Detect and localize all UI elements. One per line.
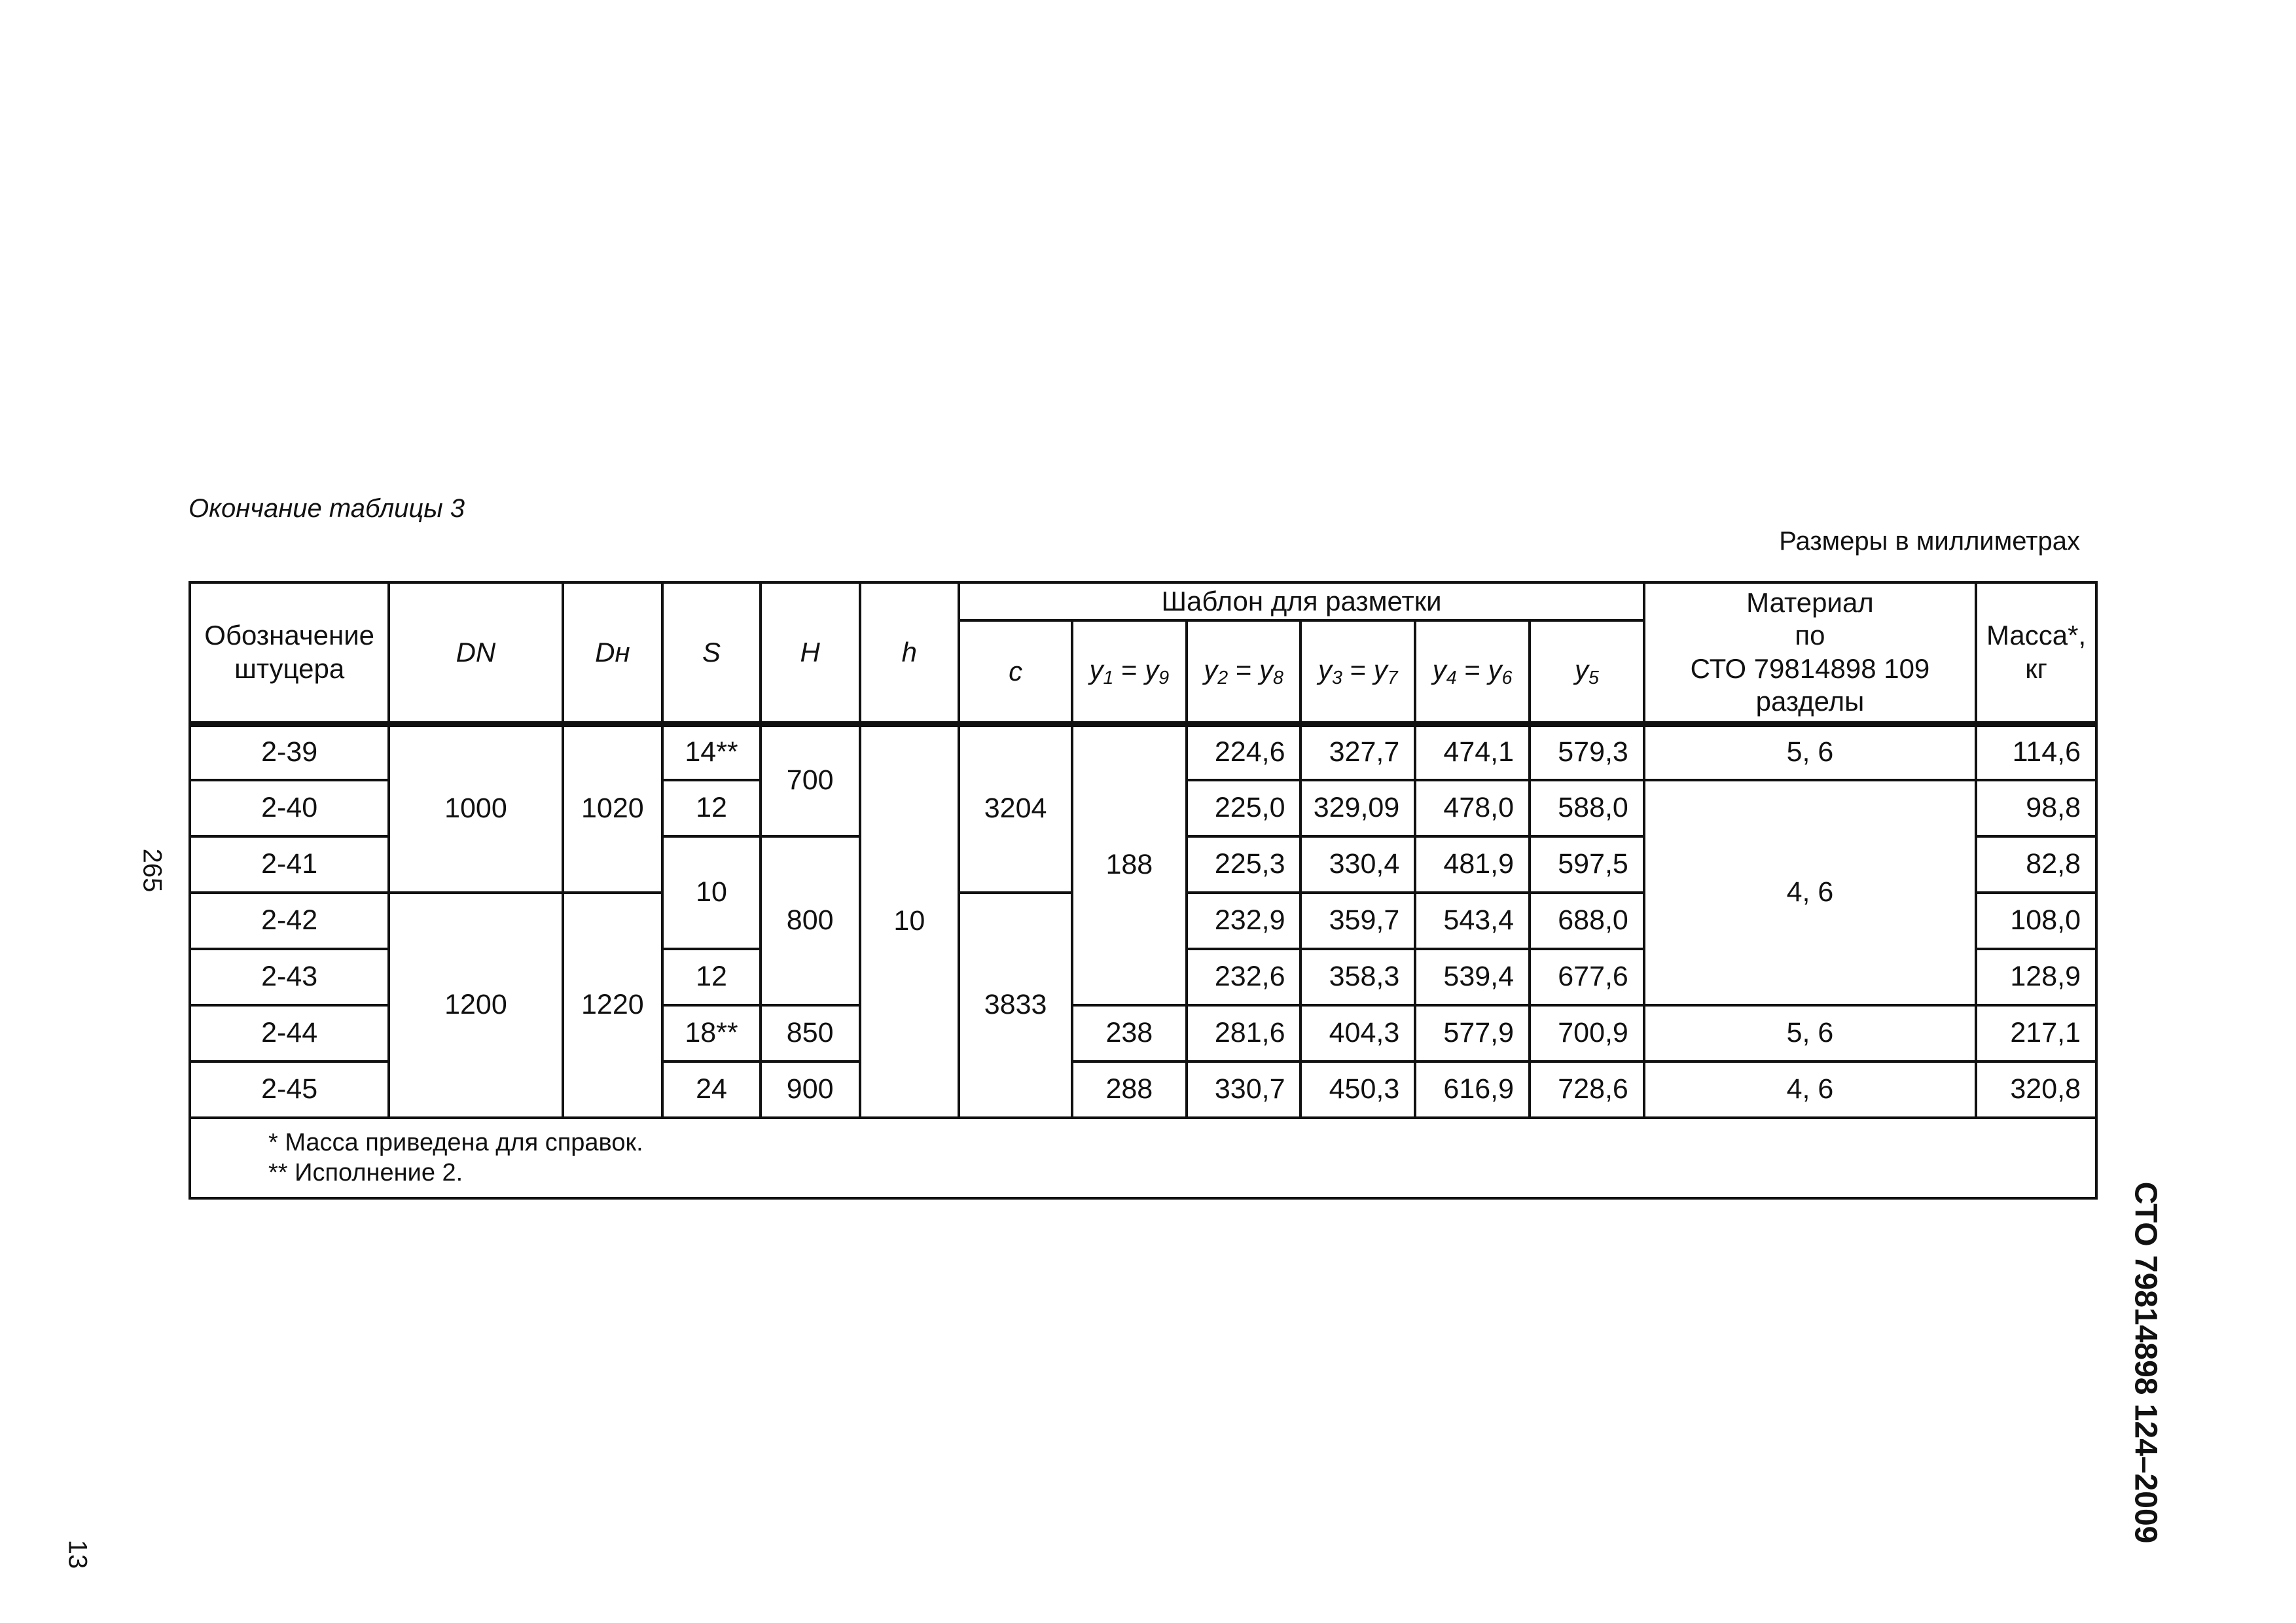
table-row bbox=[190, 724, 2096, 780]
cell-y2: 330,7 bbox=[1187, 1061, 1301, 1118]
note-mass: * Масса приведена для справок. bbox=[268, 1129, 643, 1156]
cell-mass: 128,9 bbox=[1976, 949, 2096, 1005]
header-h: h bbox=[860, 582, 960, 724]
header-dn: DN bbox=[389, 582, 562, 724]
table-caption: Окончание таблицы 3 bbox=[188, 494, 465, 523]
cell-mass: 108,0 bbox=[1976, 893, 2096, 949]
header-dh: Dн bbox=[563, 582, 663, 724]
header-template: Шаблон для разметки bbox=[959, 582, 1644, 620]
header-mass: Масса*, кг bbox=[1976, 582, 2096, 724]
cell-y3: 329,09 bbox=[1300, 780, 1415, 836]
cell-y3: 358,3 bbox=[1300, 949, 1415, 1005]
cell-mass: 217,1 bbox=[1976, 1005, 2096, 1061]
cell-designation: 2-40 bbox=[190, 780, 389, 836]
cell-y3: 359,7 bbox=[1300, 893, 1415, 949]
header-y1-y9: $y_1 = y_9$ bbox=[1072, 620, 1187, 724]
cell-y4: 616,9 bbox=[1415, 1061, 1530, 1118]
header-designation: Обозначение штуцера bbox=[190, 582, 389, 724]
cell-designation: 2-44 bbox=[190, 1005, 389, 1061]
cell-designation: 2-42 bbox=[190, 893, 389, 949]
cell-y5: 579,3 bbox=[1530, 724, 1644, 780]
cell-y2: 281,6 bbox=[1187, 1005, 1301, 1061]
cell-H: 900 bbox=[761, 1061, 860, 1118]
cell-y2: 232,9 bbox=[1187, 893, 1301, 949]
cell-s: 24 bbox=[662, 1061, 761, 1118]
cell-dh: 1020 bbox=[563, 724, 663, 893]
cell-designation: 2-41 bbox=[190, 836, 389, 893]
cell-y3: 330,4 bbox=[1300, 836, 1415, 893]
cell-y1: 288 bbox=[1072, 1061, 1187, 1118]
cell-s: 14** bbox=[662, 724, 761, 780]
cell-y4: 543,4 bbox=[1415, 893, 1530, 949]
cell-mass: 82,8 bbox=[1976, 836, 2096, 893]
cell-y2: 224,6 bbox=[1187, 724, 1301, 780]
side-page-number: 265 bbox=[137, 848, 167, 893]
cell-y5: 688,0 bbox=[1530, 893, 1644, 949]
cell-s: 12 bbox=[662, 780, 761, 836]
units-note: Размеры в миллиметрах bbox=[1779, 527, 2080, 556]
cell-y4: 539,4 bbox=[1415, 949, 1530, 1005]
cell-designation: 2-43 bbox=[190, 949, 389, 1005]
cell-mass: 320,8 bbox=[1976, 1061, 2096, 1118]
cell-dn: 1200 bbox=[389, 893, 562, 1118]
header-c: c bbox=[959, 620, 1072, 724]
cell-y5: 588,0 bbox=[1530, 780, 1644, 836]
cell-material: 5, 6 bbox=[1644, 1005, 1976, 1061]
cell-designation: 2-39 bbox=[190, 724, 389, 780]
cell-dn: 1000 bbox=[389, 724, 562, 893]
cell-y2: 225,0 bbox=[1187, 780, 1301, 836]
cell-y1: 238 bbox=[1072, 1005, 1187, 1061]
cell-y4: 577,9 bbox=[1415, 1005, 1530, 1061]
cell-y3: 404,3 bbox=[1300, 1005, 1415, 1061]
cell-material: 4, 6 bbox=[1644, 1061, 1976, 1118]
cell-y5: 677,6 bbox=[1530, 949, 1644, 1005]
cell-h: 10 bbox=[860, 724, 960, 1118]
header-H: H bbox=[761, 582, 860, 724]
cell-y5: 728,6 bbox=[1530, 1061, 1644, 1118]
cell-mass: 98,8 bbox=[1976, 780, 2096, 836]
cell-dh: 1220 bbox=[563, 893, 663, 1118]
cell-H: 850 bbox=[761, 1005, 860, 1061]
cell-material: 5, 6 bbox=[1644, 724, 1976, 780]
bottom-page-number: 13 bbox=[63, 1539, 92, 1569]
header-s: S bbox=[662, 582, 761, 724]
cell-material: 4, 6 bbox=[1644, 780, 1976, 1005]
header-y3-y7: $y_3 = y_7$ bbox=[1300, 620, 1415, 724]
cell-y5: 597,5 bbox=[1530, 836, 1644, 893]
header-y2-y8: $y_2 = y_8$ bbox=[1187, 620, 1301, 724]
cell-y1: 188 bbox=[1072, 724, 1187, 1005]
cell-c: 3204 bbox=[959, 724, 1072, 893]
cell-designation: 2-45 bbox=[190, 1061, 389, 1118]
cell-mass: 114,6 bbox=[1976, 724, 2096, 780]
cell-s: 12 bbox=[662, 949, 761, 1005]
cell-y2: 225,3 bbox=[1187, 836, 1301, 893]
cell-y2: 232,6 bbox=[1187, 949, 1301, 1005]
cell-s: 10 bbox=[662, 836, 761, 949]
cell-H: 800 bbox=[761, 836, 860, 1005]
fittings-table bbox=[188, 581, 2098, 1200]
standard-reference: СТО 79814898 124–2009 bbox=[2128, 1181, 2163, 1544]
cell-y4: 481,9 bbox=[1415, 836, 1530, 893]
cell-s: 18** bbox=[662, 1005, 761, 1061]
note-version: ** Исполнение 2. bbox=[268, 1158, 463, 1186]
cell-y3: 450,3 bbox=[1300, 1061, 1415, 1118]
cell-y4: 474,1 bbox=[1415, 724, 1530, 780]
header-material: Материал по СТО 79814898 109 разделы bbox=[1644, 582, 1976, 724]
header-y5: $y_5$ bbox=[1530, 620, 1644, 724]
cell-y3: 327,7 bbox=[1300, 724, 1415, 780]
cell-c: 3833 bbox=[959, 893, 1072, 1118]
cell-y5: 700,9 bbox=[1530, 1005, 1644, 1061]
cell-y4: 478,0 bbox=[1415, 780, 1530, 836]
table-notes bbox=[190, 1118, 2096, 1198]
header-y4-y6: $y_4 = y_6$ bbox=[1415, 620, 1530, 724]
cell-H: 700 bbox=[761, 724, 860, 836]
